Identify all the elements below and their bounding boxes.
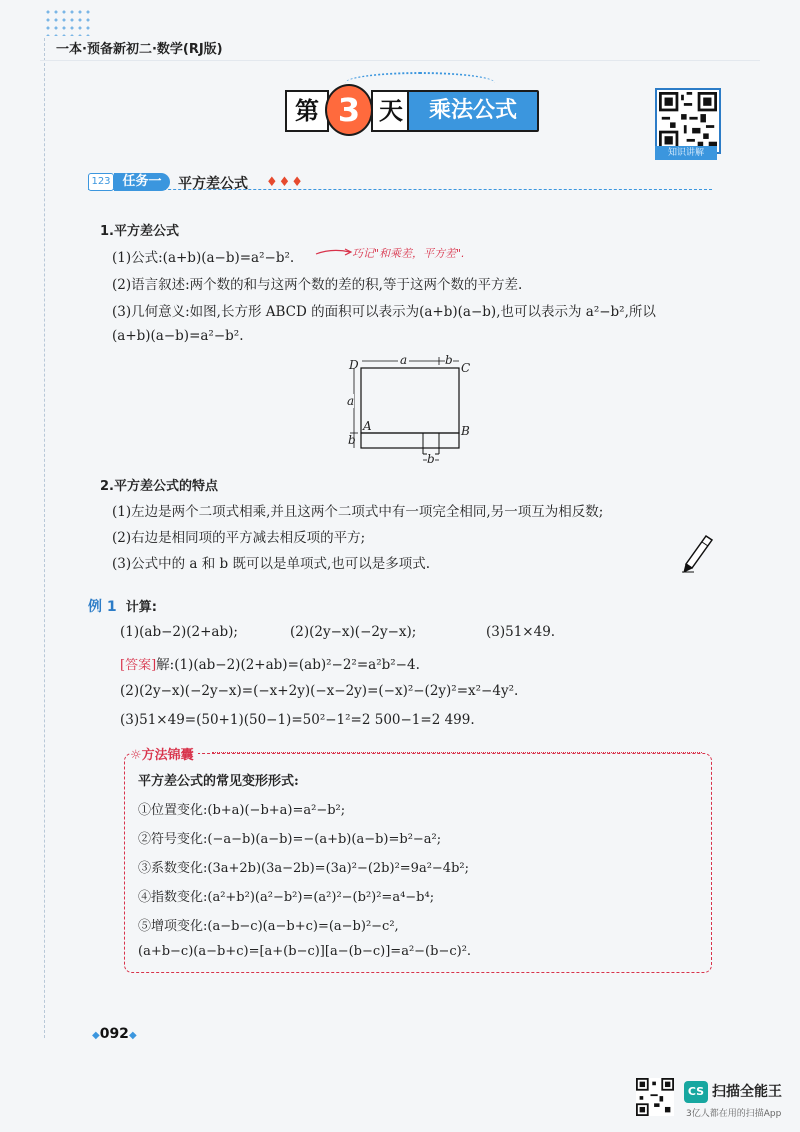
app-tagline: 3亿人都在用的扫描App <box>686 1109 782 1119</box>
page-number-text: 092 <box>99 1026 129 1042</box>
answer-tag: [答案] <box>120 658 157 673</box>
section1-item3-line2: (a+b)(a−b)=a²−b². <box>112 328 244 344</box>
answer-line-1 <box>120 653 420 673</box>
section1-item3-line1: (3)几何意义:如图,长方形 ABCD 的面积可以表示为(a+b)(a−b),也可以表示为 a²−b²,所以 <box>112 304 656 320</box>
task-number: 123 <box>88 173 114 191</box>
diamond-icon: ◆ <box>128 1030 137 1041</box>
example-prompt: 计算: <box>125 600 157 615</box>
label-b-left: b <box>348 433 356 447</box>
answer-2: (2)(2y−x)(−2y−x)=(−x+2y)(−x−2y)=(−x)²−(2y)²=x²−4y². <box>120 683 519 699</box>
label-A: A <box>363 419 372 433</box>
section1-heading: 1.平方差公式 <box>100 224 179 239</box>
section2-item1: (1)左边是两个二项式相乘,并且这两个二项式中有一项完全相同,另一项互为相反数; <box>112 504 604 520</box>
banner-suffix: 天 <box>371 90 411 132</box>
handwritten-note: 巧记"和乘差，平方差". <box>352 247 465 260</box>
scanner-qr-icon[interactable] <box>636 1078 674 1116</box>
banner-prefix: 第 <box>285 90 329 132</box>
rectangle-figure <box>340 353 490 468</box>
method-variant-2: ②符号变化:(−a−b)(a−b)=−(a+b)(a−b)=b²−a²; <box>138 832 442 847</box>
question-2: (2)(2y−x)(−2y−x); <box>290 624 417 640</box>
section2-item2: (2)右边是相同项的平方减去相反项的平方; <box>112 530 366 546</box>
pencil-icon <box>680 530 716 574</box>
example-label: 例 1 <box>88 599 117 615</box>
section1-item1: (1)公式:(a+b)(a−b)=a²−b². <box>112 250 295 266</box>
day-banner <box>285 90 535 130</box>
task-tag: 任务一 <box>114 173 170 191</box>
app-name: 扫描全能王 <box>712 1084 782 1100</box>
task-bar <box>88 173 712 193</box>
section2-item3: (3)公式中的 a 和 b 既可以是单项式,也可以是多项式. <box>112 556 431 572</box>
answer-1: 解:(1)(ab−2)(2+ab)=(ab)²−2²=a²b²−4. <box>156 657 420 673</box>
page-number <box>92 1026 137 1042</box>
method-intro: 平方差公式的常见变形形式: <box>138 774 299 789</box>
camscanner-logo: CS <box>684 1081 708 1103</box>
method-variant-4: ④指数变化:(a²+b²)(a²−b²)=(a²)²−(b²)²=a⁴−b⁴; <box>138 890 435 905</box>
answer-3: (3)51×49=(50+1)(50−1)=50²−1²=2 500−1=2 499. <box>120 712 475 728</box>
difficulty-drops-icon: ♦♦♦ <box>266 175 304 190</box>
task-title: 平方差公式 <box>178 176 248 192</box>
example-heading <box>88 596 157 616</box>
qr-label: 知识讲解 <box>655 146 717 160</box>
label-B: B <box>461 424 470 438</box>
label-D: D <box>349 358 359 372</box>
qr-code-icon <box>659 92 717 150</box>
label-C: C <box>461 361 471 375</box>
label-a-left: a <box>347 394 355 408</box>
label-b-bottom: b <box>427 452 435 466</box>
label-b-top: b <box>445 353 453 367</box>
method-variant-1: ①位置变化:(b+a)(−b+a)=a²−b²; <box>138 803 346 818</box>
question-3: (3)51×49. <box>486 624 556 640</box>
method-variant-3: ③系数变化:(3a+2b)(3a−2b)=(3a)²−(2b)²=9a²−4b²; <box>138 861 469 876</box>
arrow-icon <box>314 246 354 258</box>
margin-line <box>44 38 45 1038</box>
method-title-text: 方法锦囊 <box>141 748 194 763</box>
header-divider <box>40 60 760 61</box>
diamond-icon: ◆ <box>92 1030 100 1041</box>
decorative-dots <box>44 8 94 36</box>
qr-code[interactable] <box>655 88 721 154</box>
method-variant-6: (a+b−c)(a−b+c)=[a+(b−c)][a−(b−c)]=a²−(b−c)². <box>138 944 472 959</box>
banner-day-number: 3 <box>325 84 373 136</box>
method-title <box>130 744 198 763</box>
section1-item2: (2)语言叙述:两个数的和与这两个数的差的积,等于这两个数的平方差. <box>112 277 523 293</box>
book-title: 一本·预备新初二·数学(RJ版) <box>56 42 223 57</box>
question-1: (1)(ab−2)(2+ab); <box>120 624 238 640</box>
label-a-top: a <box>400 353 408 367</box>
section2-heading: 2.平方差公式的特点 <box>100 479 218 494</box>
banner-title: 乘法公式 <box>407 90 539 132</box>
method-title-line <box>212 752 702 753</box>
lightbulb-icon: ☼ <box>130 748 142 763</box>
method-variant-5: ⑤增项变化:(a−b−c)(a−b+c)=(a−b)²−c², <box>138 919 399 934</box>
